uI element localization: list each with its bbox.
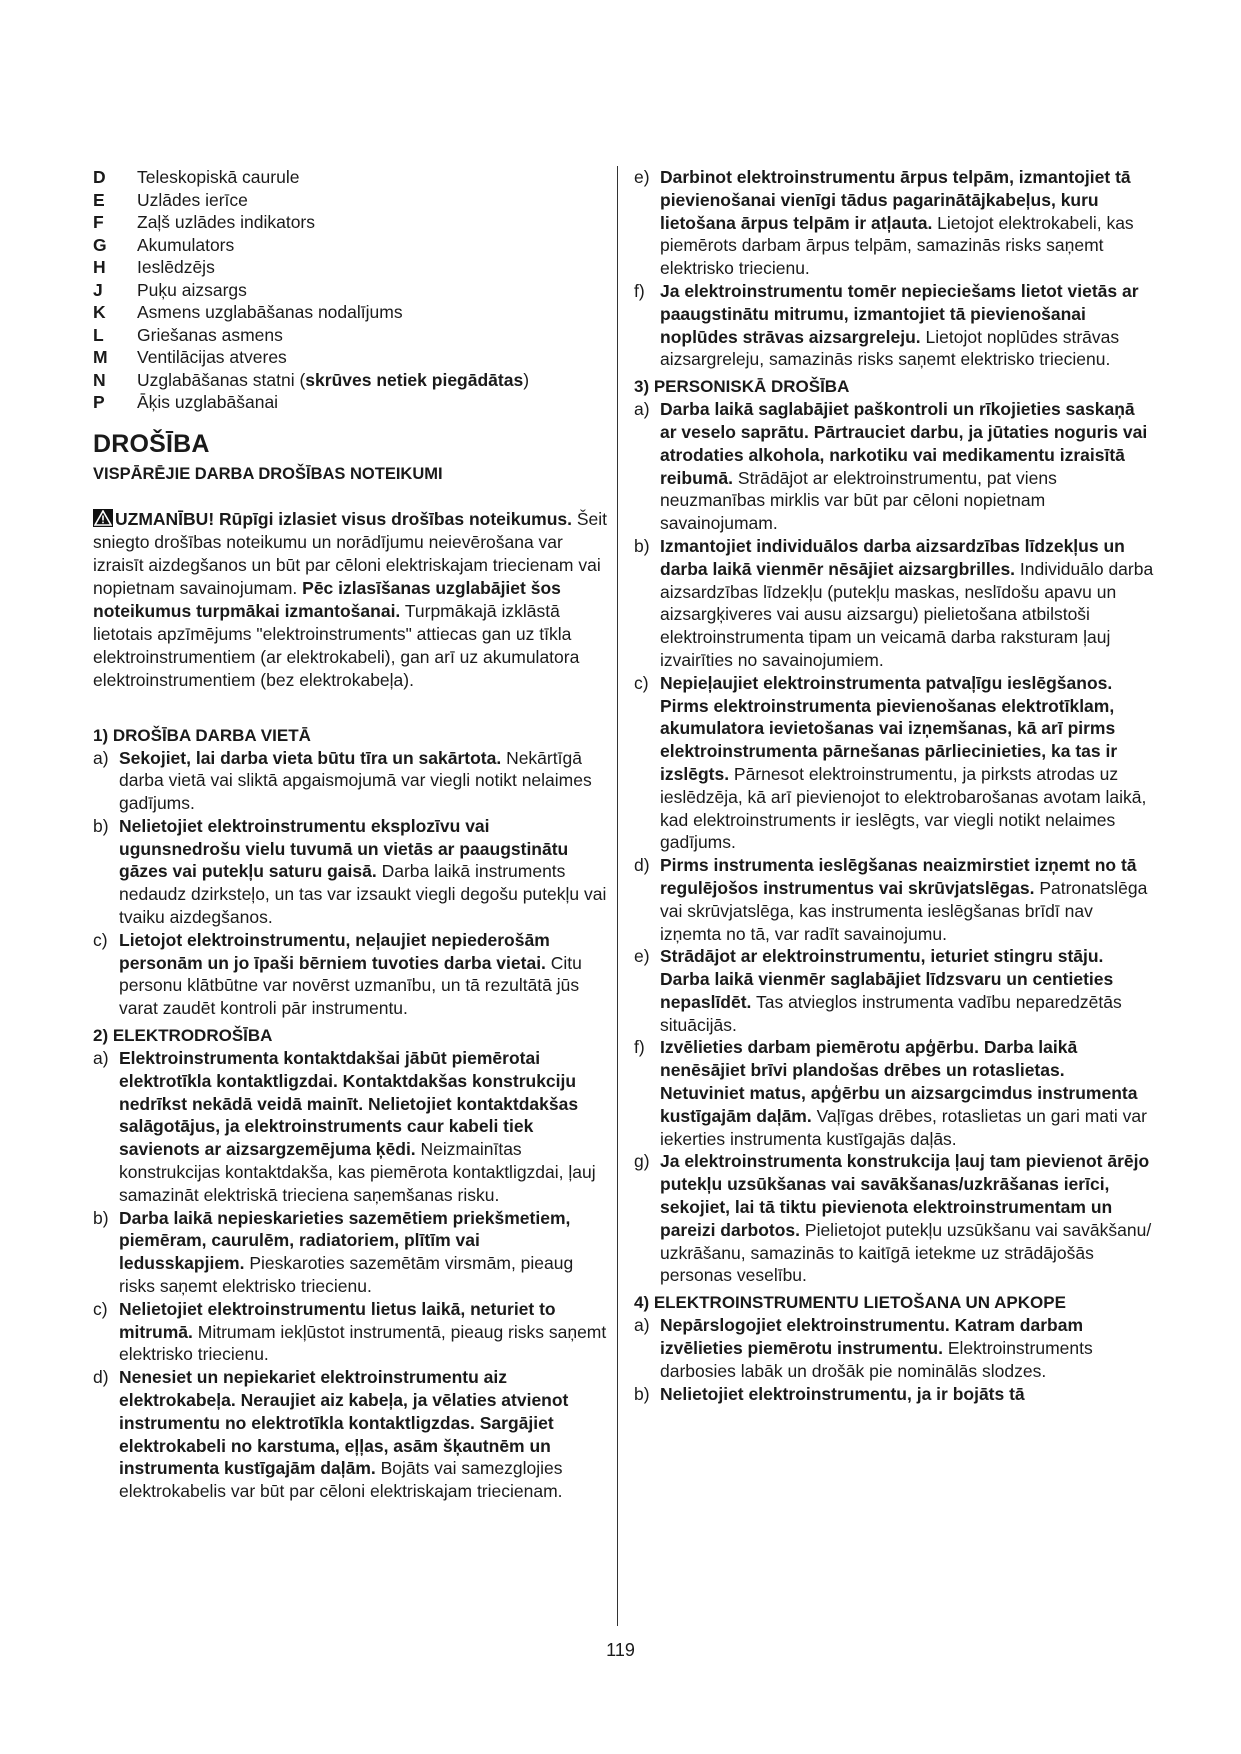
section-title: DROŠĪBA <box>93 429 210 458</box>
legend-text <box>137 369 529 392</box>
item-text: Patronatslēga vai skrūvjatslēga, kas instrumenta ieslēgšanas brīdī nav izņemta no tā, var radīt savainojumu. <box>660 877 1148 944</box>
item-bold: Lietojot elektroinstrumentu, neļaujiet nepiederošām personām un jo īpaši bērniem tuvoties darba vietai. <box>119 929 550 973</box>
legend-letter: D <box>93 167 106 187</box>
item-letter: c) <box>634 672 649 693</box>
item-bold: Ja elektroinstrumenta konstrukcija ļauj tam pievienot ārējo putekļu uzsūkšanas vai savākšanas/uzkrāšanas ierīci, sekojiet, lai tā tiktu pievienota elektroinstrumentam un pareizi darbotos. <box>660 1151 1150 1240</box>
legend-letter: G <box>93 234 107 255</box>
legend-row <box>93 256 608 279</box>
item-body <box>660 672 1154 854</box>
item-body <box>660 945 1154 1036</box>
item-bold: Nelietojiet elektroinstrumentu eksplozīvu vai ugunsnedrošu vielu tuvumā un vietās ar paaugstinātu gāzes vai putekļu saturu gaisā. <box>119 815 569 882</box>
list-item <box>634 280 1154 371</box>
item-text: Tas atvieglos instrumenta vadību neparedzētās situācijās. <box>660 991 1122 1035</box>
item-text: Mitrumam iekļūstot instrumentā, pieaug risks saņemt elektrisko triecienu. <box>119 1321 607 1365</box>
item-letter: c) <box>93 1298 108 1319</box>
warning-bold-2: Pēc izlasīšanas uzglabājiet šos noteikumus turpmākai izmantošanai. <box>93 577 561 621</box>
item-letter: f) <box>634 280 645 301</box>
item-body <box>119 1047 608 1207</box>
item-text: Darba laikā instruments nedaudz dzirksteļo, un tas var izsaukt viegli degošu putekļu vai tvaiku aizdegšanos. <box>119 861 607 928</box>
legend-text: Griešanas asmens <box>137 324 283 345</box>
list-item <box>93 1047 608 1207</box>
legend-text: Akumulators <box>137 234 235 255</box>
legend-text: Āķis uzglabāšanai <box>137 392 279 412</box>
list-item <box>634 1314 1154 1382</box>
item-text: Vaļīgas drēbes, rotaslietas un gari mati var iekerties instrumenta kustīgajās daļās. <box>660 1105 1147 1149</box>
warning-triangle-icon <box>93 509 113 527</box>
item-letter: b) <box>93 1207 109 1228</box>
page-number: 119 <box>606 1640 635 1660</box>
legend-letter: M <box>93 347 108 367</box>
item-bold: Nenesiet un nepiekariet elektroinstrumentu aiz elektrokabeļa. Neraujiet aiz kabeļa, ja vēlaties atvienot instrumentu no elektrotīkla kontaktligzdas. Sargājiet elektrokabeli no karstuma, eļļas, asām šķautnēm un instrumenta kustīgajām daļām. <box>119 1367 569 1479</box>
item-body <box>660 1036 1154 1150</box>
item-body <box>119 1298 608 1366</box>
spacer <box>93 692 608 720</box>
legend-row <box>93 369 608 392</box>
legend-row <box>93 391 608 414</box>
list-item <box>634 166 1154 280</box>
parts-legend <box>93 166 608 414</box>
legend-row <box>93 346 608 369</box>
item-letter: a) <box>634 1315 650 1336</box>
item-letter: d) <box>634 855 650 876</box>
legend-row <box>93 279 608 302</box>
legend-letter: F <box>93 212 104 232</box>
item-body <box>119 815 608 929</box>
legend-row <box>93 234 608 257</box>
item-bold: Ja elektroinstrumentu tomēr nepieciešams lietot vietās ar paaugstinātu mitrumu, izmantojiet tā pievienošanai noplūdes strāvas aizsargreleju. <box>660 280 1139 347</box>
list-item <box>634 1036 1154 1150</box>
list-item <box>634 672 1154 854</box>
list-item <box>634 945 1154 1036</box>
right-column <box>634 166 1154 1405</box>
item-bold: Nepieļaujiet elektroinstrumenta patvaļīgu ieslēgšanos. Pirms elektroinstrumenta pievienošanas elektrotīklam, akumulatora ievietošanas vai izņemšanas, kā arī pirms elektroinstrumenta pārnešanas pārliecinieties, ka tas ir izslēgts. <box>660 672 1118 784</box>
item-body <box>660 280 1154 371</box>
legend-letter: K <box>93 302 106 322</box>
item-text: Bojāts vai samezglojies elektrokabelis var būt par cēloni elektriskajam triecienam. <box>119 1458 563 1502</box>
section-heading: 2) ELEKTRODROŠĪBA <box>93 1026 273 1046</box>
list-item <box>634 398 1154 535</box>
list-item <box>634 854 1154 945</box>
item-text: Pārnesot elektroinstrumentu, ja pirksts atrodas uz ieslēdzēja, kā arī pievienojot to elektrobarošanas avotam laikā, kad elektroinstruments ir ieslēgts, var viegli notikt nelaimes gadījums. <box>660 763 1147 853</box>
legend-text: Teleskopiskā caurule <box>137 167 300 187</box>
item-text: Elektroinstruments darbosies labāk un drošāk pie nominālās slodzes. <box>660 1338 1093 1381</box>
list-item <box>93 1366 608 1503</box>
section-heading: 1) DROŠĪBA DARBA VIETĀ <box>93 725 311 745</box>
item-bold: Darba laikā nepieskarieties sazemētiem priekšmetiem, piemēram, caurulēm, radiatoriem, plītīm vai ledusskapjiem. <box>119 1207 571 1274</box>
item-text: Nekārtīgā darba vietā vai sliktā apgaismojumā var viegli notikt nelaimes gadījums. <box>119 747 592 814</box>
list-item <box>93 929 608 1020</box>
legend-letter: J <box>93 279 103 300</box>
legend-text: Zaļš uzlādes indikators <box>137 212 315 232</box>
item-bold: Strādājot ar elektroinstrumentu, ieturiet stingru stāju. Darba laikā vienmēr saglabājiet līdzsvaru un centieties nepaslīdēt. <box>660 946 1114 1012</box>
legend-row <box>93 189 608 212</box>
list-item <box>634 1383 1154 1406</box>
item-bold: Sekojiet, lai darba vieta būtu tīra un sakārtota. <box>119 747 502 768</box>
warning-bold: UZMANĪBU! Rūpīgi izlasiet visus drošības noteikumus. <box>115 508 573 529</box>
item-text: Individuālo darba aizsardzības līdzekļu (putekļu maskas, neslīdošu apavu un aizsargķiveres vai ausu aizsargu) pielietošana atbilstoši elektroinstrumenta tipam un veicamā darba raksturam ļauj izvairīties no savainojumiem. <box>660 558 1154 670</box>
item-text: Pielietojot putekļu uzsūkšanu vai savākšanu/ uzkrāšanu, samazinās to kaitīgā ietekme uz strādājošās personas veselību. <box>660 1219 1152 1286</box>
item-bold: Izvēlieties darbam piemērotu apģērbu. Darba laikā nenēsājiet brīvi plandošas drēbes un rotaslietas. Netuviniet matus, apģērbu un aizsargcimdus instrumenta kustīgajām daļām. <box>660 1037 1138 1126</box>
list-item <box>93 1298 608 1366</box>
legend-text: Uzlādes ierīce <box>137 189 248 210</box>
legend-row <box>93 166 608 189</box>
section-heading: 3) PERSONISKĀ DROŠĪBA <box>634 377 850 397</box>
item-body <box>660 535 1154 672</box>
list-item <box>93 1207 608 1298</box>
item-letter: g) <box>634 1151 650 1172</box>
list-item <box>634 535 1154 672</box>
legend-text: Asmens uzglabāšanas nodalījums <box>137 302 403 322</box>
legend-row <box>93 211 608 234</box>
warning-text: Šeit sniegto drošības noteikumu un norādījumu neievērošana var izraisīt aizdegšanos un būt par cēloni elektriskajam triecienam vai nopietnam savainojumam. <box>93 508 608 598</box>
item-body <box>119 929 608 1020</box>
item-letter: a) <box>93 747 109 768</box>
legend-text: Ieslēdzējs <box>137 257 215 277</box>
list-item <box>93 747 608 815</box>
warning-paragraph <box>93 508 608 692</box>
item-bold: Nepārslogojiet elektroinstrumentu. Katram darbam izvēlieties piemērotu instrumentu. <box>660 1315 1084 1359</box>
item-bold: Darba laikā saglabājiet paškontroli un rīkojieties saskaņā ar veselo saprātu. Pārtrauciet darbu, ja jūtaties noguris vai atrodaties alkohola, narkotiku vai medikamentu izraisītā reibumā. <box>660 399 1148 488</box>
legend-text: Ventilācijas atveres <box>137 347 287 367</box>
item-letter: b) <box>634 535 650 556</box>
item-bold: Nelietojiet elektroinstrumentu, ja ir bojāts tā <box>660 1383 1025 1404</box>
list-item <box>634 1150 1154 1287</box>
item-letter: c) <box>93 929 108 950</box>
legend-letter: P <box>93 392 105 412</box>
item-body <box>660 166 1154 280</box>
list-item <box>93 815 608 929</box>
item-body <box>119 1207 608 1298</box>
legend-letter: H <box>93 257 106 277</box>
legend-letter: L <box>93 324 104 345</box>
legend-row <box>93 301 608 324</box>
section-heading: 4) ELEKTROINSTRUMENTU LIETOŠANA UN APKOPE <box>634 1293 1066 1313</box>
item-body <box>660 1383 1154 1406</box>
legend-text: Puķu aizsargs <box>137 279 247 300</box>
item-text: Pieskaroties sazemētām virsmām, pieaug risks saņemt elektrisko triecienu. <box>119 1253 574 1297</box>
item-text: Citu personu klātbūtne var novērst uzmanību, un tā rezultātā jūs varat zaudēt kontroli pār instrumentu. <box>119 952 582 1019</box>
item-bold: Izmantojiet individuālos darba aizsardzības līdzekļus un darba laikā vienmēr nēsājiet aizsargbrilles. <box>660 535 1125 579</box>
column-divider <box>617 166 618 1626</box>
item-bold: Elektroinstrumenta kontaktdakšai jābūt piemērotai elektrotīkla kontaktligzdai. Kontaktdakšas konstrukciju nedrīkst nekādā veidā mainīt. Nelietojiet kontaktdakšas salāgotājus, ja elektroinstruments caur kabeli tiek savienots ar aizsargzemējuma ķēdi. <box>119 1048 579 1160</box>
item-text: Lietojot noplūdes strāvas aizsargreleju, samazinās risks saņemt elektrisko triecienu. <box>660 326 1120 370</box>
item-letter: b) <box>634 1383 650 1404</box>
legend-row <box>93 324 608 347</box>
warning-text-2: Turpmākajā izklāstā lietotais apzīmējums "elektroinstruments" attiecas gan uz tīkla elektroinstrumentiem (ar elektrokabeli), gan arī uz akumulatora elektroinstrumentiem (bez elektrokabeļa). <box>93 600 580 690</box>
legend-letter: N <box>93 369 106 390</box>
item-body <box>660 854 1154 945</box>
item-letter: f) <box>634 1037 645 1058</box>
item-letter: a) <box>93 1048 109 1069</box>
item-body <box>660 1150 1154 1287</box>
item-text: Neizmainītas konstrukcijas kontaktdakša, kas piemērota kontaktligzdai, ļauj samazināt elektriskā trieciena saņemšanas risku. <box>119 1139 596 1205</box>
legend-letter: E <box>93 189 105 210</box>
item-letter: a) <box>634 399 650 420</box>
item-letter: d) <box>93 1367 109 1388</box>
item-body <box>119 1366 608 1503</box>
item-letter: e) <box>634 946 650 967</box>
item-bold: Pirms instrumenta ieslēgšanas neaizmirstiet izņemt no tā regulējošos instrumentus vai skrūvjatslēgas. <box>660 855 1137 898</box>
item-letter: b) <box>93 815 109 836</box>
item-body <box>119 747 608 815</box>
item-letter: e) <box>634 167 650 187</box>
item-bold: Nelietojiet elektroinstrumentu lietus laikā, neturiet to mitrumā. <box>119 1298 556 1342</box>
item-body <box>660 398 1154 535</box>
item-bold: Darbinot elektroinstrumentu ārpus telpām, izmantojiet tā pievienošanai vienīgi tādus pagarinātājkabeļus, kuru lietošana ārpus telpām ir atļauta. <box>660 167 1131 233</box>
legend-text-plain: Uzglabāšanas statni ( <box>137 369 306 390</box>
item-text: Lietojot elektrokabeli, kas piemērots darbam ārpus telpām, samazinās risks saņemt elektrisko triecienu. <box>660 212 1134 279</box>
legend-text-bold: skrūves netiek piegādātas <box>305 369 524 390</box>
legend-text-after: ) <box>523 369 530 390</box>
item-text: Strādājot ar elektroinstrumentu, pat viens neuzmanības mirklis var būt par cēloni nopietnam savainojumam. <box>660 467 1057 534</box>
item-body <box>660 1314 1154 1382</box>
left-column <box>93 166 608 1503</box>
subsection-title: VISPĀRĒJIE DARBA DROŠĪBAS NOTEIKUMI <box>93 464 443 483</box>
